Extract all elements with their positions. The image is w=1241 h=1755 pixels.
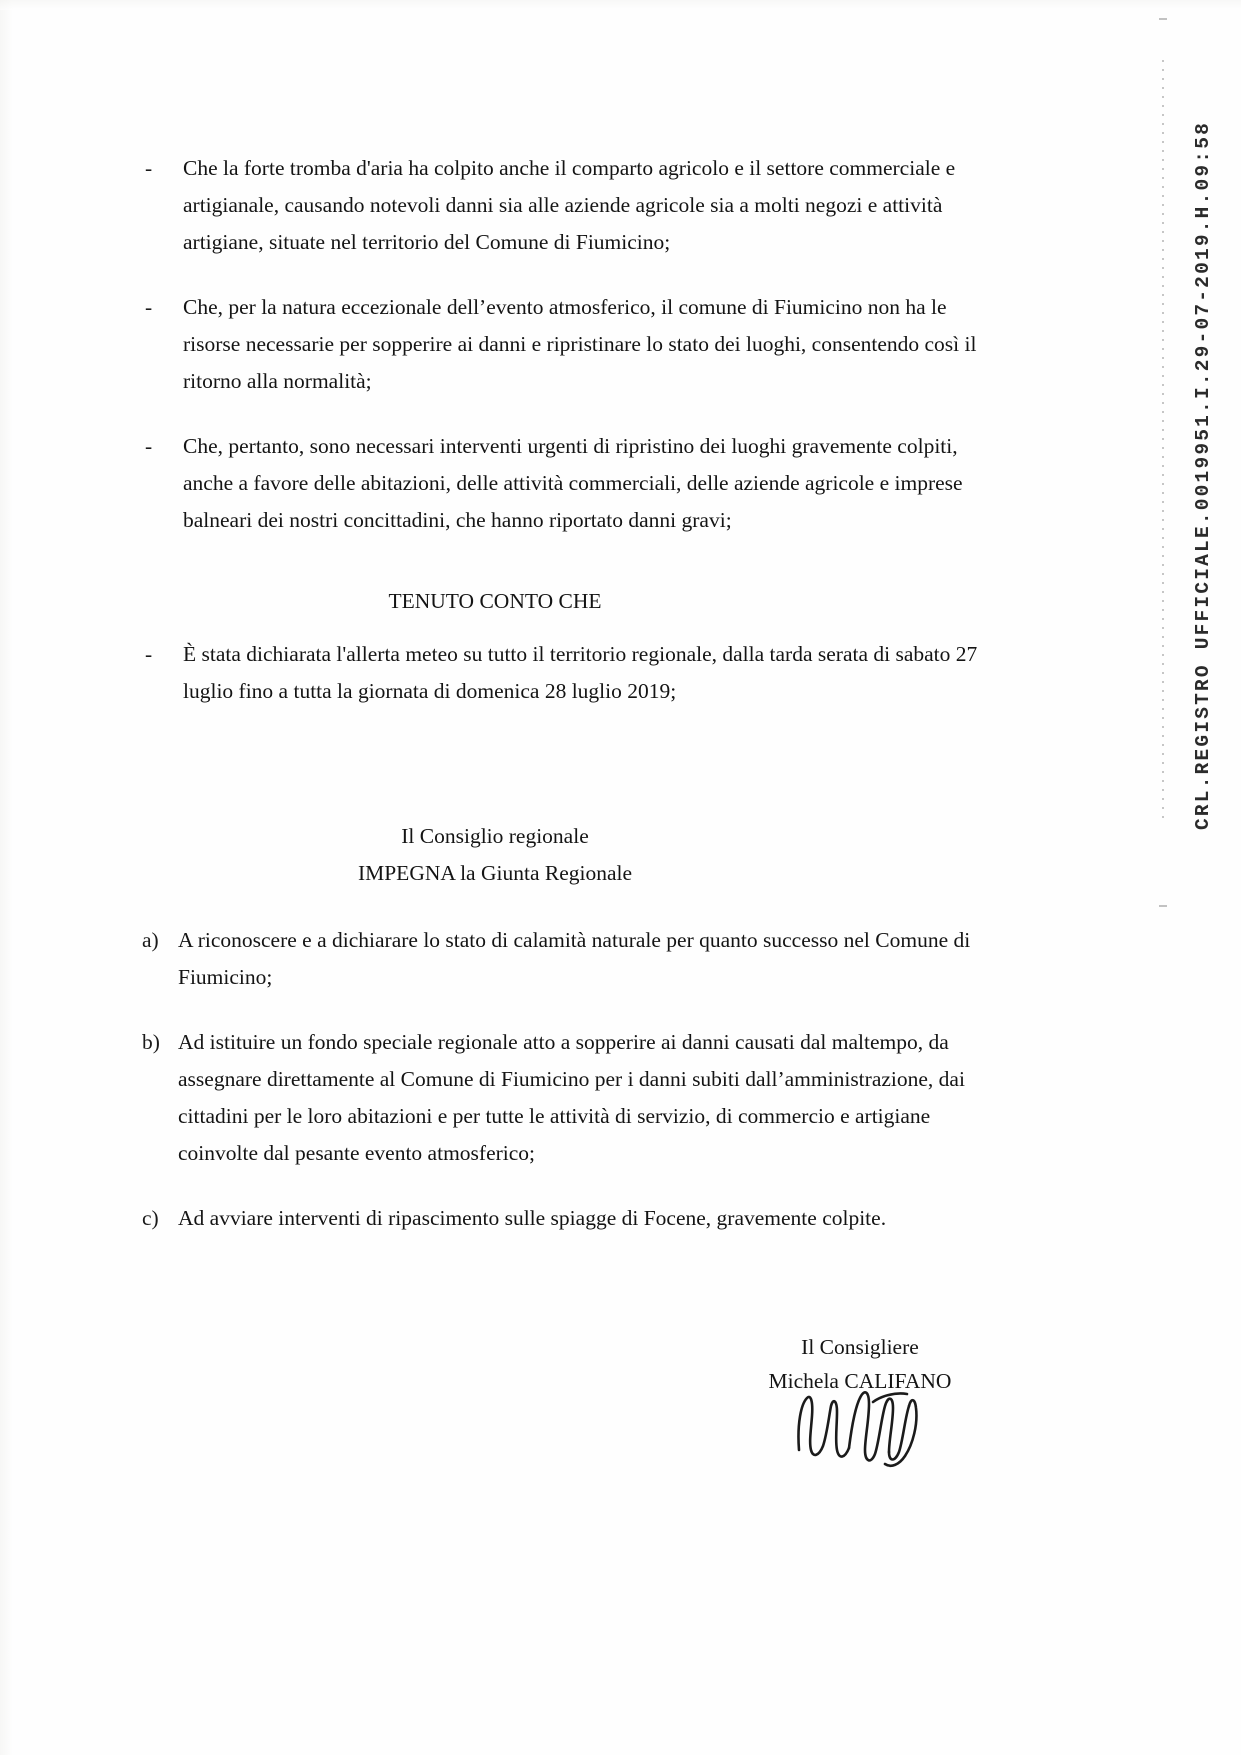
impegna-heading-block <box>0 818 1060 892</box>
bullet-marker: - <box>145 642 153 666</box>
stamp-tick-mark <box>1159 905 1167 907</box>
commitment-item <box>0 1200 1060 1237</box>
stamp-tick-mark <box>1159 18 1167 20</box>
impegna-heading-line-2: IMPEGNA la Giunta Regionale <box>357 861 633 885</box>
bullet-paragraph <box>0 428 1060 539</box>
commitment-text: A riconoscere e a dichiarare lo stato di calamità naturale per quanto successo nel Comune di Fiumicino; <box>178 928 971 989</box>
bullet-paragraph <box>0 636 1060 710</box>
signature-block <box>690 1330 1030 1398</box>
bullet-text: Che, pertanto, sono necessari interventi urgenti di ripristino dei luoghi gravemente colpiti, anche a favore delle abitazioni, delle attività commerciali, delle aziende agricole e imprese balneari dei nostri concittadini, che hanno riportato danni gravi; <box>183 434 963 532</box>
bullet-marker: - <box>145 295 153 319</box>
section-heading: TENUTO CONTO CHE <box>388 589 602 613</box>
commitment-item <box>0 922 1060 996</box>
stamp-dotted-rule <box>1162 60 1164 820</box>
commitment-text: Ad avviare interventi di ripascimento sulle spiagge di Focene, gravemente colpite. <box>178 1206 887 1230</box>
impegna-heading-line-1: Il Consiglio regionale <box>401 824 589 848</box>
bullet-paragraph <box>0 150 1060 261</box>
protocol-stamp <box>1148 0 1220 880</box>
signature-name: Michela CALIFANO <box>768 1369 952 1393</box>
bullet-text: Che, per la natura eccezionale dell’evento atmosferico, il comune di Fiumicino non ha le risorse necessarie per sopperire ai danni e ripristinare lo stato dei luoghi, consentendo così il ritorno alla normalità; <box>183 295 977 393</box>
bullet-paragraph <box>0 289 1060 400</box>
bullet-text: È stata dichiarata l'allerta meteo su tutto il territorio regionale, dalla tarda serata di sabato 27 luglio fino a tutta la giornata di domenica 28 luglio 2019; <box>183 642 978 703</box>
commitment-text: Ad istituire un fondo speciale regionale atto a sopperire ai danni causati dal maltempo, da assegnare direttamente al Comune di Fiumicino per i danni subiti dall’amministrazione, dai cittadini per le loro abitazioni e per tutte le attività di servizio, di commercio e artigiane coinvolte dal pesante evento atmosferico; <box>178 1030 965 1165</box>
commitment-marker: b) <box>142 1030 160 1054</box>
bullet-marker: - <box>145 434 153 458</box>
protocol-stamp-text: CRL.REGISTRO UFFICIALE.0019951.I.29-07-2019.H.09:58 <box>1192 121 1214 830</box>
bullet-text: Che la forte tromba d'aria ha colpito anche il comparto agricolo e il settore commerciale e artigianale, causando notevoli danni sia alle aziende agricole sia a molti negozi e attività artigiane, situate nel territorio del Comune di Fiumicino; <box>183 156 956 254</box>
commitment-marker: a) <box>142 928 159 952</box>
signature-role: Il Consigliere <box>801 1335 919 1359</box>
commitment-item <box>0 1024 1060 1172</box>
commitment-marker: c) <box>142 1206 159 1230</box>
bullet-marker: - <box>145 156 153 180</box>
